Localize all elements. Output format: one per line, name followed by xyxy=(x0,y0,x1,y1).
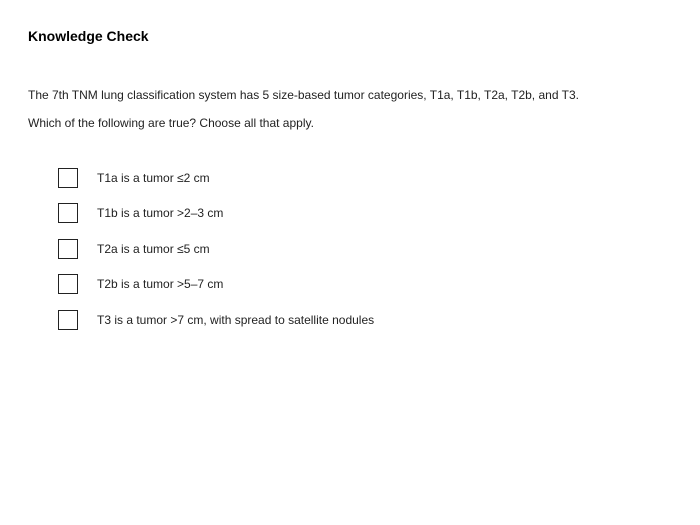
question-prompt: Which of the following are true? Choose all that apply. xyxy=(28,116,314,130)
checkbox-unchecked-icon[interactable] xyxy=(58,239,78,259)
option-label: T2a is a tumor ≤5 cm xyxy=(97,241,210,256)
question-intro: The 7th TNM lung classification system has 5 size-based tumor categories, T1a, T1b, T2a, T2b, and T3. xyxy=(28,88,579,102)
checkbox-unchecked-icon[interactable] xyxy=(58,168,78,188)
checkbox-unchecked-icon[interactable] xyxy=(58,274,78,294)
answer-options-list xyxy=(58,166,374,344)
page-title: Knowledge Check xyxy=(28,28,149,44)
answer-option-t1a[interactable] xyxy=(58,166,374,189)
option-label: T3 is a tumor >7 cm, with spread to satellite nodules xyxy=(97,312,375,327)
option-label: T1b is a tumor >2–3 cm xyxy=(97,206,224,220)
answer-option-t3[interactable] xyxy=(58,308,374,331)
answer-option-t2b[interactable] xyxy=(58,273,374,296)
checkbox-unchecked-icon[interactable] xyxy=(58,310,78,330)
option-label: T2b is a tumor >5–7 cm xyxy=(97,277,224,291)
answer-option-t1b[interactable] xyxy=(58,202,374,225)
answer-option-t2a[interactable] xyxy=(58,237,374,260)
option-label: T1a is a tumor ≤2 cm xyxy=(97,170,210,185)
checkbox-unchecked-icon[interactable] xyxy=(58,203,78,223)
